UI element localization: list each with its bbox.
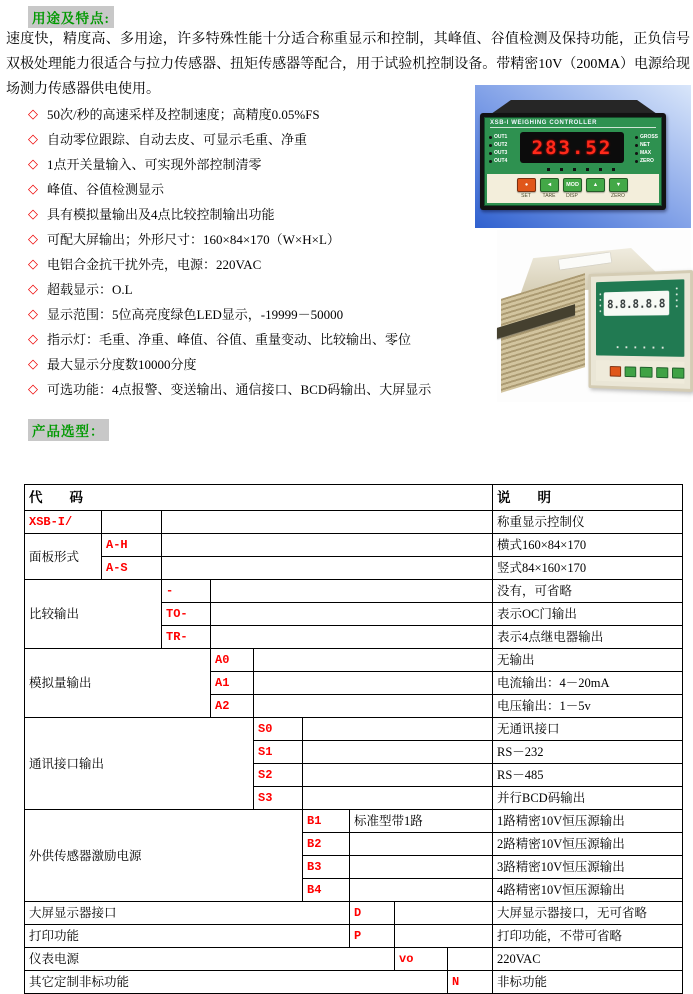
empty-cell bbox=[254, 649, 493, 672]
empty-cell bbox=[162, 534, 493, 557]
category-cell: 外供传感器激励电源 bbox=[25, 810, 303, 902]
feature-item bbox=[28, 201, 483, 226]
indicator-dot bbox=[489, 160, 492, 163]
diamond-bullet-icon: ◇ bbox=[28, 156, 38, 171]
keypad bbox=[487, 174, 659, 203]
diamond-bullet-icon: ◇ bbox=[28, 106, 38, 121]
feature-text: 峰值、谷值检测显示 bbox=[47, 182, 165, 197]
table-header-cell: 说 明 bbox=[493, 485, 683, 511]
code-cell: N bbox=[448, 971, 493, 994]
empty-cell bbox=[395, 925, 493, 948]
device-model-title: XSB-I WEIGHING CONTROLLER bbox=[490, 120, 656, 128]
device-front-panel bbox=[596, 279, 684, 357]
diamond-bullet-icon: ◇ bbox=[28, 331, 38, 346]
device-button-label: DISP bbox=[566, 193, 578, 199]
category-cell: 仪表电源 bbox=[25, 948, 395, 971]
category-cell: 比较输出 bbox=[25, 580, 162, 649]
indicator-dot bbox=[489, 144, 492, 147]
indicator-label: ZERO bbox=[639, 158, 654, 164]
feature-item bbox=[28, 351, 483, 376]
device-button-label: SET bbox=[521, 193, 531, 199]
device-button bbox=[625, 366, 637, 377]
indicator-dot bbox=[635, 160, 638, 163]
code-cell: XSB-I/ bbox=[25, 511, 102, 534]
device-button: ◄ bbox=[540, 178, 559, 192]
feature-item bbox=[28, 251, 483, 276]
device-button-group bbox=[563, 178, 581, 203]
description-cell: 非标功能 bbox=[493, 971, 683, 994]
diamond-bullet-icon: ◇ bbox=[28, 231, 38, 246]
code-cell: S1 bbox=[254, 741, 303, 764]
indicator-row bbox=[635, 149, 658, 157]
category-cell: 面板形式 bbox=[25, 534, 102, 580]
diamond-bullet-icon: ◇ bbox=[28, 181, 38, 196]
feature-text: 超载显示：O.L bbox=[47, 282, 133, 297]
empty-cell bbox=[303, 718, 493, 741]
description-cell: 220VAC bbox=[493, 948, 683, 971]
indicator-dot bbox=[635, 152, 638, 155]
description-cell: 打印功能，不带可省略 bbox=[493, 925, 683, 948]
empty-cell bbox=[211, 603, 493, 626]
indicator-row bbox=[635, 157, 658, 165]
feature-item bbox=[28, 176, 483, 201]
description-cell: RS－485 bbox=[493, 764, 683, 787]
code-cell: B1 bbox=[303, 810, 350, 833]
diamond-bullet-icon: ◇ bbox=[28, 381, 38, 396]
empty-cell bbox=[303, 741, 493, 764]
indicator-dot bbox=[635, 144, 638, 147]
diamond-bullet-icon: ◇ bbox=[28, 281, 38, 296]
code-cell: A2 bbox=[211, 695, 254, 718]
description-cell: 并行BCD码输出 bbox=[493, 787, 683, 810]
code-cell: A-S bbox=[102, 557, 162, 580]
features-list bbox=[28, 101, 483, 401]
feature-item bbox=[28, 326, 483, 351]
product-photo-front bbox=[475, 85, 691, 228]
description-cell: 称重显示控制仪 bbox=[493, 511, 683, 534]
code-cell: D bbox=[350, 902, 395, 925]
selection-heading: 产品选型： bbox=[28, 419, 109, 441]
device-button-group bbox=[540, 178, 558, 203]
empty-cell bbox=[211, 626, 493, 649]
code-cell: S2 bbox=[254, 764, 303, 787]
selection-table bbox=[24, 484, 683, 994]
indicator-dot bbox=[489, 136, 492, 139]
device-button bbox=[610, 366, 622, 377]
code-cell: TR- bbox=[162, 626, 211, 649]
description-cell: RS－232 bbox=[493, 741, 683, 764]
note-cell: 标准型带1路 bbox=[350, 810, 493, 833]
code-cell: - bbox=[162, 580, 211, 603]
device-front-panel bbox=[484, 117, 662, 206]
code-cell: S3 bbox=[254, 787, 303, 810]
empty-cell bbox=[102, 511, 162, 534]
code-cell: A0 bbox=[211, 649, 254, 672]
feature-text: 自动零位跟踪、自动去皮、可显示毛重、净重 bbox=[47, 132, 308, 147]
indicator-row bbox=[489, 133, 507, 141]
indicator-dot bbox=[489, 152, 492, 155]
description-cell: 无通讯接口 bbox=[493, 718, 683, 741]
indicator-label: GROSS bbox=[639, 134, 658, 140]
intro-paragraph: 速度快，精度高、多用途，许多特殊性能十分适合称重显示和控制，其峰值、谷值检测及保持功能，正负信号双极处理能力很适合与拉力传感器、扭矩传感器等配合，用于试验机控制设备。带精密10V（200MA）电源给现场测力传感器供电使用。 bbox=[6, 32, 690, 97]
indicator-label: OUT3 bbox=[494, 150, 508, 156]
diamond-bullet-icon: ◇ bbox=[28, 206, 38, 221]
indicator-row bbox=[489, 141, 507, 149]
device-button-label: ZERO bbox=[611, 193, 625, 199]
feature-item bbox=[28, 301, 483, 326]
description-cell: 横式160×84×170 bbox=[493, 534, 683, 557]
description-cell: 4路精密10V恒压源输出 bbox=[493, 879, 683, 902]
table-header-cell: 代 码 bbox=[25, 485, 493, 511]
device-front-face bbox=[588, 270, 693, 392]
device-button bbox=[656, 367, 668, 378]
device-button: ▲ bbox=[586, 178, 605, 192]
code-cell: B2 bbox=[303, 833, 350, 856]
category-cell: 通讯接口输出 bbox=[25, 718, 254, 810]
device-button-group bbox=[517, 178, 535, 203]
empty-cell bbox=[254, 695, 493, 718]
category-cell: 模拟量输出 bbox=[25, 649, 211, 718]
indicator-row bbox=[635, 141, 658, 149]
empty-cell bbox=[448, 948, 493, 971]
feature-text: 显示范围：5位高亮度绿色LED显示，-19999－50000 bbox=[47, 307, 344, 322]
indicator-label: MAX bbox=[639, 150, 652, 156]
description-cell: 竖式84×160×170 bbox=[493, 557, 683, 580]
device-front-bezel bbox=[480, 113, 666, 210]
code-cell: TO- bbox=[162, 603, 211, 626]
device-button-label: TARE bbox=[542, 193, 556, 199]
code-cell: P bbox=[350, 925, 395, 948]
indicator-label: OUT2 bbox=[494, 142, 508, 148]
feature-text: 指示灯：毛重、净重、峰值、谷值、重量变动、比较输出、零位 bbox=[47, 332, 412, 347]
device-button: ● bbox=[517, 178, 536, 192]
code-cell: B3 bbox=[303, 856, 350, 879]
empty-cell bbox=[303, 787, 493, 810]
feature-text: 1点开关量输入、可实现外部控制清零 bbox=[47, 157, 262, 172]
category-cell: 其它定制非标功能 bbox=[25, 971, 448, 994]
indicator-label: NET bbox=[639, 142, 650, 148]
description-cell: 大屏显示器接口，无可省略 bbox=[493, 902, 683, 925]
indicator-label: OUT4 bbox=[494, 158, 508, 164]
device-button: MOD bbox=[563, 178, 582, 192]
empty-cell bbox=[303, 764, 493, 787]
description-cell: 表示4点继电器输出 bbox=[493, 626, 683, 649]
feature-text: 具有模拟量输出及4点比较控制输出功能 bbox=[47, 207, 275, 222]
led-display: 283.52 bbox=[520, 132, 624, 163]
description-cell: 无输出 bbox=[493, 649, 683, 672]
indicator-dot bbox=[635, 136, 638, 139]
feature-item bbox=[28, 101, 483, 126]
keypad bbox=[596, 360, 684, 384]
indicator-row bbox=[489, 149, 507, 157]
feature-item bbox=[28, 376, 483, 401]
unit-indicator-dots bbox=[617, 346, 666, 348]
diamond-bullet-icon: ◇ bbox=[28, 356, 38, 371]
device-button bbox=[640, 366, 652, 377]
empty-cell bbox=[211, 580, 493, 603]
description-cell: 电压输出：1－5v bbox=[493, 695, 683, 718]
empty-cell bbox=[350, 856, 493, 879]
empty-cell bbox=[350, 833, 493, 856]
feature-item bbox=[28, 151, 483, 176]
features-heading: 用途及特点: bbox=[28, 6, 114, 28]
indicator-row bbox=[489, 157, 507, 165]
code-cell: S0 bbox=[254, 718, 303, 741]
status-indicator-column bbox=[635, 133, 658, 165]
description-cell: 电流输出：4－20mA bbox=[493, 672, 683, 695]
empty-cell bbox=[162, 557, 493, 580]
diamond-bullet-icon: ◇ bbox=[28, 256, 38, 271]
product-photo-perspective bbox=[497, 230, 691, 402]
out-indicator-column bbox=[489, 133, 507, 165]
feature-item bbox=[28, 276, 483, 301]
indicator-dots-right bbox=[676, 287, 679, 307]
feature-text: 可配大屏输出；外形尺寸：160×84×170（W×H×L） bbox=[47, 232, 340, 247]
feature-text: 电铝合金抗干扰外壳，电源：220VAC bbox=[47, 257, 262, 272]
feature-text: 最大显示分度数10000分度 bbox=[47, 357, 197, 372]
feature-item bbox=[28, 226, 483, 251]
indicator-label: OUT1 bbox=[494, 134, 508, 140]
empty-cell bbox=[395, 902, 493, 925]
diamond-bullet-icon: ◇ bbox=[28, 306, 38, 321]
device-button-group bbox=[609, 178, 627, 203]
code-cell: A1 bbox=[211, 672, 254, 695]
description-cell: 3路精密10V恒压源输出 bbox=[493, 856, 683, 879]
code-cell: A-H bbox=[102, 534, 162, 557]
empty-cell bbox=[254, 672, 493, 695]
category-cell: 大屏显示器接口 bbox=[25, 902, 350, 925]
description-cell: 2路精密10V恒压源输出 bbox=[493, 833, 683, 856]
description-cell: 1路精密10V恒压源输出 bbox=[493, 810, 683, 833]
empty-cell bbox=[350, 879, 493, 902]
device-button: ▼ bbox=[609, 178, 628, 192]
indicator-row bbox=[635, 133, 658, 141]
diamond-bullet-icon: ◇ bbox=[28, 131, 38, 146]
device-button bbox=[672, 367, 685, 378]
feature-text: 50次/秒的高速采样及控制速度；高精度0.05%FS bbox=[47, 107, 320, 122]
led-display: 8.8.8.8.8 bbox=[604, 291, 669, 316]
indicator-dots-left bbox=[599, 293, 602, 312]
unit-indicator-dots bbox=[547, 168, 625, 171]
description-cell: 没有，可省略 bbox=[493, 580, 683, 603]
code-cell: B4 bbox=[303, 879, 350, 902]
empty-cell bbox=[162, 511, 493, 534]
device-button-group bbox=[586, 178, 604, 203]
code-cell: vo bbox=[395, 948, 448, 971]
device-case-top bbox=[491, 100, 657, 114]
feature-item bbox=[28, 126, 483, 151]
category-cell: 打印功能 bbox=[25, 925, 350, 948]
feature-text: 可选功能：4点报警、变送输出、通信接口、BCD码输出、大屏显示 bbox=[47, 382, 432, 397]
description-cell: 表示OC门输出 bbox=[493, 603, 683, 626]
